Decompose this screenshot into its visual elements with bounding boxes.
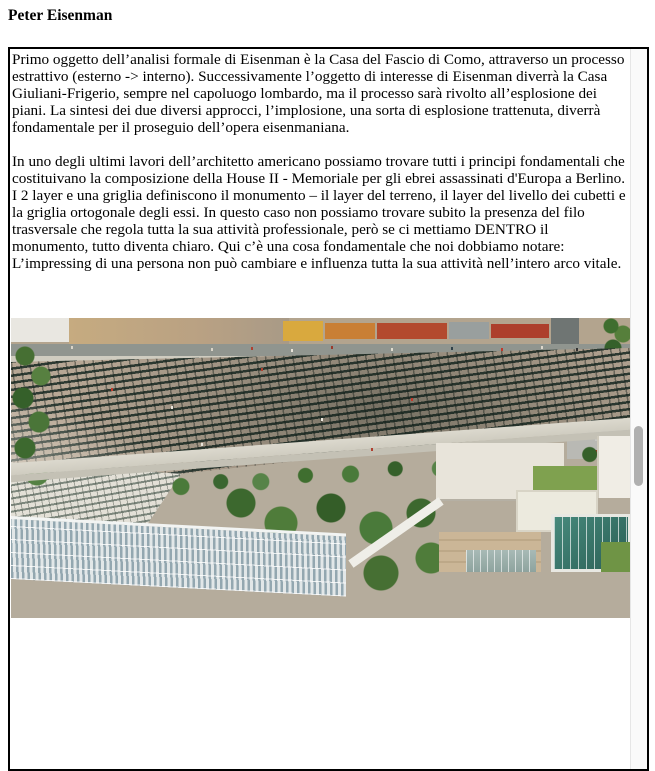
pedestrians-street [71, 346, 73, 349]
paragraph-2: In uno degli ultimi lavori dell’architetto americano possiamo trovare tutti i principi fondamentali che costituivano la composizione della House II - Memoriale per gli ebrei assassinati d'Europa a Berlino. I 2 layer e una griglia definiscono il monumento – il layer del terreno, il layer del livello dei cubetti e la griglia ortogonale degli essi. In questo caso non possiamo trovare subito la presenza del filo trasversale che regola tutta la sua attività professionale, però se ci mettiamo DENTRO il monumento, tutto diventa chiaro. Qui c’è una cosa fondamentale che noi dobbiamo notare: L’impressing di una persona non può cambiare e influenza tutta la sua attività nell’intero arco vitale. [12, 153, 626, 272]
construction-dirt [69, 318, 289, 344]
yellow-crane [283, 321, 323, 341]
white-building-tall [597, 436, 631, 498]
article-text [10, 49, 631, 289]
memorial-aerial-photo [11, 318, 631, 618]
pedestrians-field [111, 388, 113, 391]
red-container [377, 323, 447, 339]
gray-glass-roof [466, 550, 536, 572]
lawn-patch-2 [601, 542, 631, 572]
scrollbar-thumb[interactable] [634, 426, 643, 486]
page-title: Peter Eisenman [8, 7, 113, 24]
paragraph-1: Primo oggetto dell’analisi formale di Eisenman è la Casa del Fascio di Como, attraverso un processo estrattivo (esterno -> interno). Successivamente l’oggetto di interesse di Eisenman diverrà la Casa Giuliani-Frigerio, sempre nel capoluogo lombardo, ma il processo sarà rivolto all’esplosione dei piani. La sintesi dei due diversi approcci, l’implosione, una sorta di esplosione trattenuta, diverrà fondamentale per il proseguio dell’opera eisenmaniana. [12, 51, 625, 136]
orange-container [325, 323, 375, 339]
red-container-2 [491, 324, 549, 338]
gray-container [449, 322, 489, 339]
vertical-scrollbar[interactable] [630, 49, 647, 769]
content-panel [8, 47, 649, 771]
building-top-left [11, 318, 69, 342]
